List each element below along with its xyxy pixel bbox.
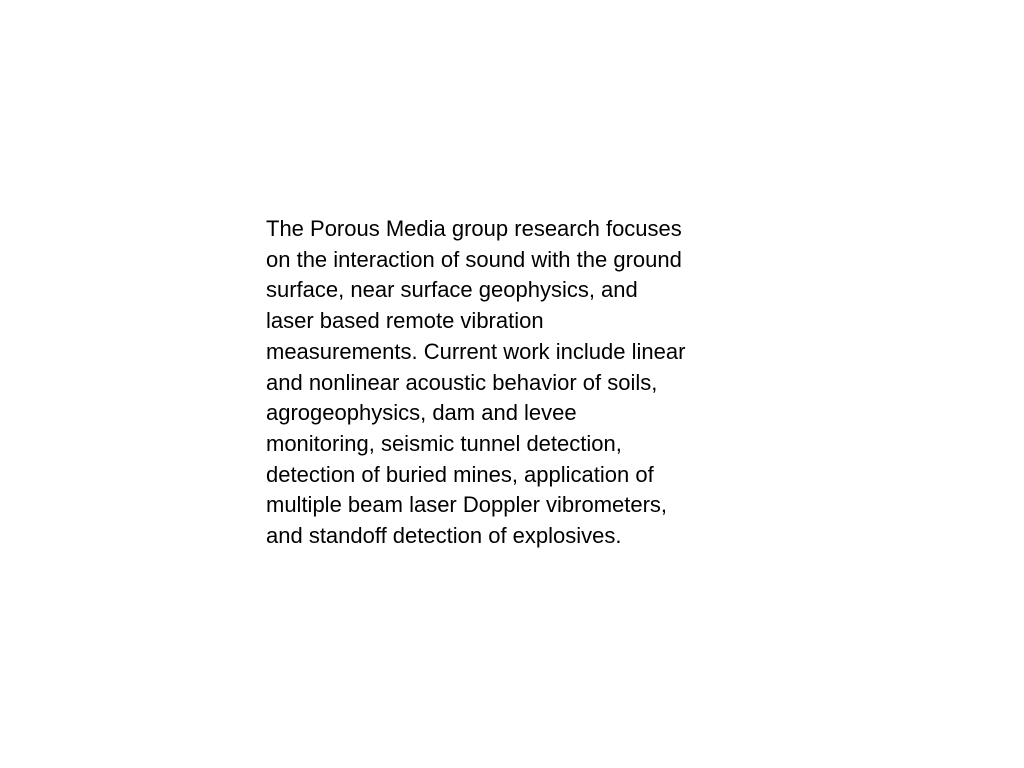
paragraph-line: detection of buried mines, application of bbox=[266, 461, 654, 487]
paragraph-line: agrogeophysics, dam and levee bbox=[266, 400, 577, 426]
paragraph-line: multiple beam laser Doppler vibrometers, bbox=[266, 492, 668, 518]
paragraph-line: laser based remote vibration bbox=[266, 308, 544, 334]
paragraph-line: The Porous Media group research focuses bbox=[266, 216, 682, 241]
body-paragraph bbox=[266, 214, 766, 552]
paragraph-line: and nonlinear acoustic behavior of soils, bbox=[266, 369, 658, 395]
paragraph-line: measurements. Current work include linear bbox=[266, 338, 686, 364]
paragraph-line: and standoff detection of explosives. bbox=[266, 523, 622, 549]
paragraph-line: surface, near surface geophysics, and bbox=[266, 277, 638, 303]
paragraph-line: monitoring, seismic tunnel detection, bbox=[266, 430, 622, 456]
paragraph-line: on the interaction of sound with the ground bbox=[266, 246, 682, 272]
